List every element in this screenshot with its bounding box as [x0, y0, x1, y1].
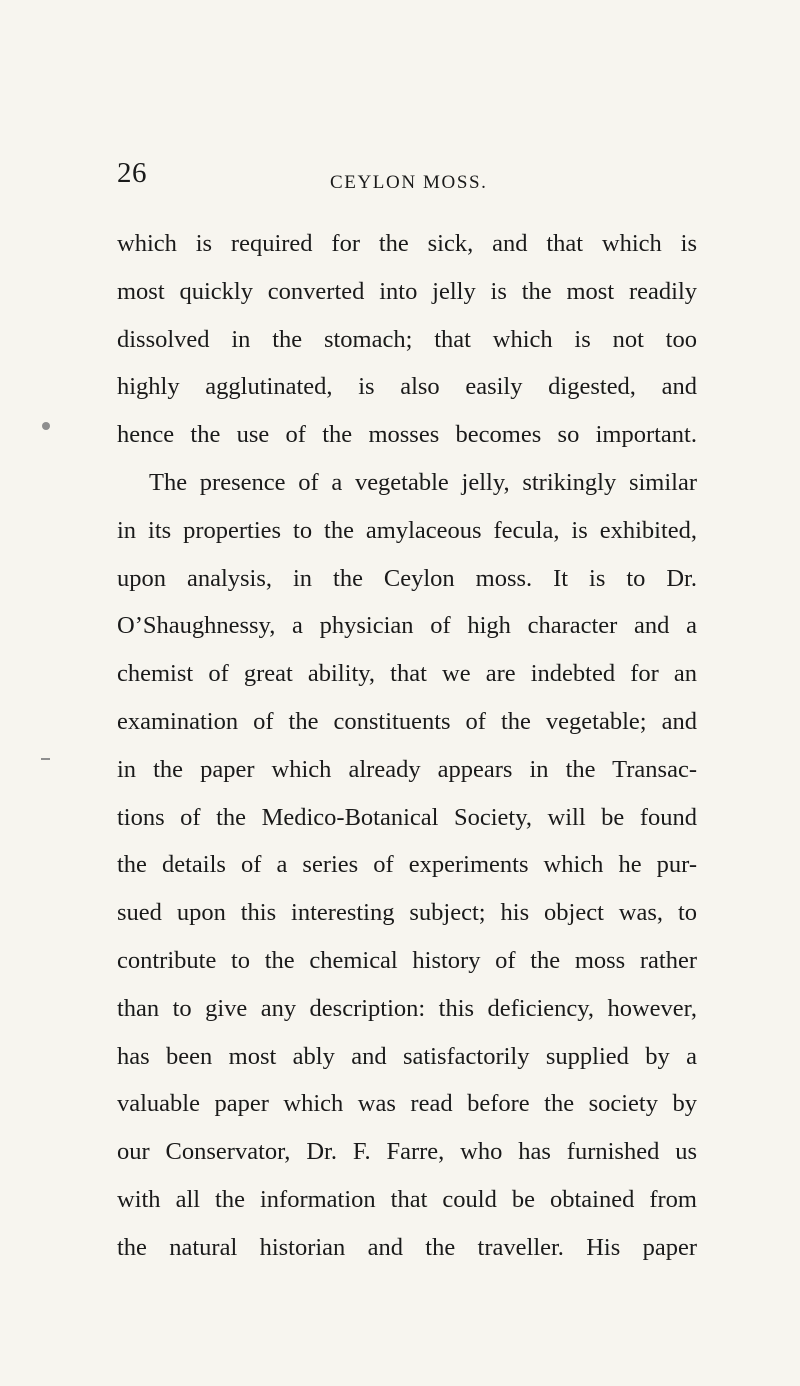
text-line: sued upon this interesting subject; his object was, to [117, 899, 697, 927]
text-line: dissolved in the stomach; that which is not too [117, 325, 697, 353]
text-line: chemist of great ability, that we are indebted for an [117, 660, 697, 688]
text-line: tions of the Medico-Botanical Society, will be found [117, 803, 697, 831]
text-line: with all the information that could be obtained from [117, 1185, 697, 1213]
text-line: the details of a series of experiments which he pur- [117, 851, 697, 879]
text-line: than to give any description: this deficiency, however, [117, 994, 697, 1022]
text-line: which is required for the sick, and that which is [117, 230, 697, 257]
text-line: the natural historian and the traveller. His paper [117, 1233, 697, 1261]
text-line: most quickly converted into jelly is the most readily [117, 277, 697, 305]
text-line: The presence of a vegetable jelly, strikingly similar [149, 468, 697, 496]
text-line: valuable paper which was read before the society by [117, 1090, 697, 1118]
text-line: in the paper which already appears in the Transac- [117, 755, 697, 783]
margin-dot-mark [42, 422, 50, 430]
text-line: our Conservator, Dr. F. Farre, who has furnished us [117, 1138, 697, 1166]
text-line: highly agglutinated, is also easily digested, and [117, 373, 697, 401]
page-number: 26 [117, 157, 147, 189]
text-line: upon analysis, in the Ceylon moss. It is to Dr. [117, 564, 697, 592]
text-line: O’Shaughnessy, a physician of high character and a [117, 612, 697, 640]
running-head: CEYLON MOSS. [330, 172, 488, 193]
text-line: contribute to the chemical history of the moss rather [117, 946, 697, 974]
text-line: in its properties to the amylaceous fecula, is exhibited, [117, 516, 697, 544]
margin-dash-mark [41, 758, 50, 760]
text-line: examination of the constituents of the vegetable; and [117, 707, 697, 735]
text-line: hence the use of the mosses becomes so important. [117, 421, 697, 449]
text-line: has been most ably and satisfactorily supplied by a [117, 1042, 697, 1070]
body-text [117, 220, 697, 1272]
